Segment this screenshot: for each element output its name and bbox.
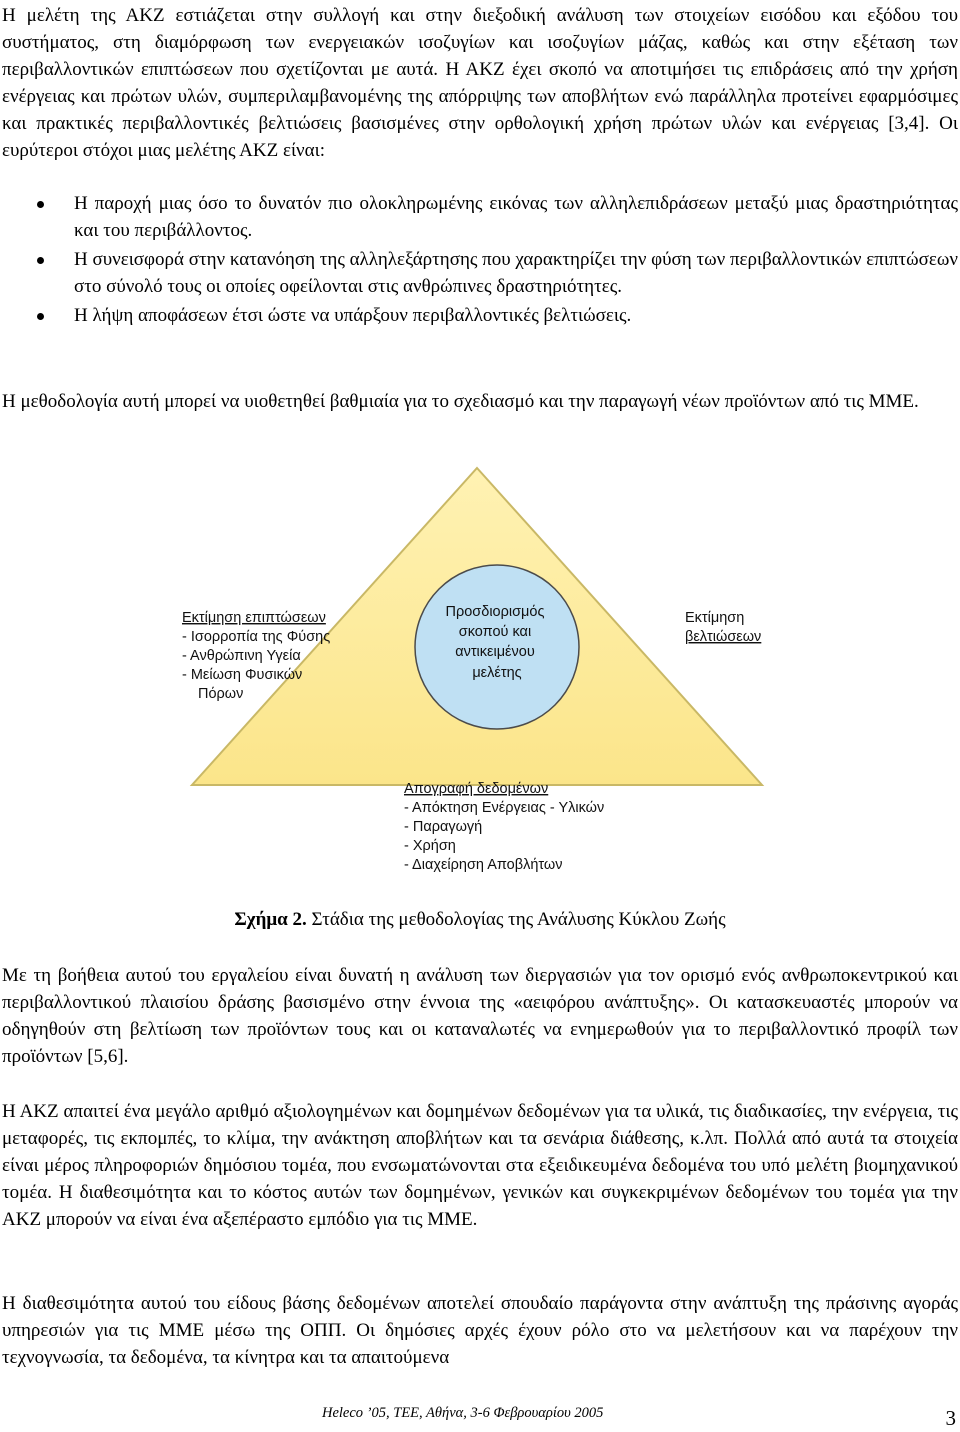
footer-text: Heleco ’05, ΤΕΕ, Αθήνα, 3-6 Φεβρουαρίου 2005	[322, 1405, 604, 1421]
database-paragraph: Η διαθεσιμότητα αυτού του είδους βάσης δεδομένων αποτελεί σπουδαίο παράγοντα στην ανάπτυξη της πράσινης αγοράς υπηρεσιών για τις ΜΜΕ μέσω της ΟΠΠ. Οι δημόσιες αρχές έχουν ρόλο στο να μελετήσουν και να παρέχουν την τεχνογνωσία, τα δεδομένα, τα κίνητρα και τα απαιτούμενα	[2, 1293, 958, 1368]
intro-paragraph: Η μελέτη της ΑΚΖ εστιάζεται στην συλλογή και στην διεξοδική ανάλυση των στοιχείων εισόδου και εξόδου του συστήματος, στη διαμόρφωση των ενεργειακών ισοζυγίων και ισοζυγίων μάζας, καθώς και στην εξέταση των περιβαλλοντικών επιπτώσεων που σχετίζονται με αυτά. Η ΑΚΖ έχει σκοπό να αποτιμήσει τις επιδράσεις από την χρήση ενέργειας και πρώτων υλών, συμπεριλαμβανομένης της απόρριψης των αποβλήτων ενώ παράλληλα προτείνει εφαρμόσιμες και πρακτικές περιβαλλοντικές βελτιώσεις βασισμένες στην ορθολογική χρήση πρώτων υλών και ενέργειας [3,4]. Οι ευρύτεροι στόχοι μιας μελέτης ΑΚΖ είναι:	[2, 5, 958, 161]
bottom-title: Απογραφή δεδομένων	[404, 781, 549, 797]
goals-list	[0, 190, 958, 331]
bullet-text: Η λήψη αποφάσεων έτσι ώστε να υπάρξουν περιβαλλοντικές βελτιώσεις.	[74, 305, 632, 326]
left-item: - Ανθρώπινη Υγεία	[182, 648, 301, 664]
bullet-icon	[37, 201, 44, 208]
center-line: αντικειμένου	[455, 644, 535, 660]
bottom-item: - Απόκτηση Ενέργειας - Υλικών	[404, 800, 605, 816]
center-line: Προσδιορισμός	[445, 604, 545, 620]
bullet-text: Η συνεισφορά στην κατανόηση της αλληλεξάρτησης που χαρακτηρίζει την φύση των περιβαλλοντικών επιπτώσεων στο σύνολό τους οι οποίες οφείλονται στις ανθρώπινες δραστηριότητες.	[74, 249, 959, 297]
data-paragraph: Η ΑΚΖ απαιτεί ένα μεγάλο αριθμό αξιολογημένων και δομημένων δεδομένων για τα υλικά, τις διαδικασίες, την ενέργεια, τις μεταφορές, τις εκπομπές, το κλίμα, την ανάκτηση αποβλήτων και τα σενάρια διάθεσης, κ.λπ. Πολλά από αυτά τα στοιχεία είναι μέρος πληροφοριών δημόσιου τομέα, που ενσωματώνονται στα εξειδικευμένα δεδομένα του υπό μελέτη βιομηχανικού τομέα. Η διαθεσιμότητα και το κόστος αυτών των δομημένων, γενικών και συγκεκριμένων δεδομένων του τομέα για την ΑΚΖ μπορούν να είναι ένα αξεπέραστο εμπόδιο για τις ΜΜΕ.	[2, 1101, 958, 1230]
tool-paragraph: Με τη βοήθεια αυτού του εργαλείου είναι δυνατή η ανάλυση των διεργασιών για τον ορισμό ενός ανθρωποκεντρικού και περιβαλλοντικού πλαισίου δράσης βασισμένο στην έννοια της «αειφόρου ανάπτυξης». Οι κατασκευαστές μπορούν να οδηγηθούν στη βελτίωση των προϊόντων τους και οι καταναλωτές να ενημερωθούν για το περιβαλλοντικό προφίλ των προϊόντων [5,6].	[2, 965, 958, 1067]
left-item: - Ισορροπία της Φύσης	[182, 629, 331, 645]
bullet-icon	[37, 257, 44, 264]
lca-diagram	[180, 460, 775, 880]
left-item: Πόρων	[198, 686, 244, 702]
caption-label: Σχήμα 2.	[234, 909, 307, 930]
bottom-item: - Διαχείρηση Αποβλήτων	[404, 857, 563, 873]
page-number: 3	[945, 1406, 956, 1430]
figure-caption	[0, 906, 960, 933]
right-line: βελτιώσεων	[685, 629, 762, 645]
bullet-text: Η παροχή μιας όσο το δυνατόν πιο ολοκληρωμένης εικόνας των αλληλεπιδράσεων μεταξύ μιας δραστηριότητας και του περιβάλλοντος.	[74, 193, 958, 241]
lca-diagram-svg	[180, 460, 775, 880]
bottom-item: - Χρήση	[404, 838, 456, 854]
list-item	[0, 190, 958, 244]
list-item	[0, 302, 958, 329]
bottom-label	[404, 781, 608, 873]
bullet-icon	[37, 313, 44, 320]
center-line: σκοπού και	[458, 624, 532, 640]
bottom-item: - Παραγωγή	[404, 819, 483, 835]
caption-text: Στάδια της μεθοδολογίας της Ανάλυσης Κύκλου Ζωής	[311, 909, 726, 930]
center-line: μελέτης	[472, 665, 522, 681]
left-title: Εκτίμηση επιπτώσεων	[182, 610, 326, 626]
left-item: - Μείωση Φυσικών	[182, 667, 303, 683]
right-label	[685, 610, 761, 645]
methodology-paragraph: Η μεθοδολογία αυτή μπορεί να υιοθετηθεί βαθμιαία για το σχεδιασμό και την παραγωγή νέων προϊόντων από τις ΜΜΕ.	[2, 391, 919, 412]
right-line: Εκτίμηση	[685, 610, 745, 626]
list-item	[0, 246, 958, 300]
